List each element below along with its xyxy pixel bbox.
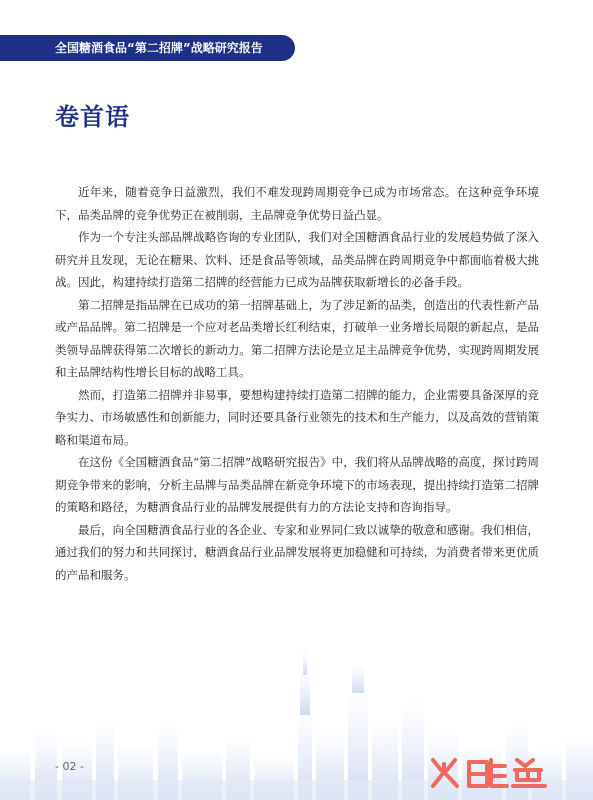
page-title: 卷首语	[55, 103, 130, 131]
report-header-bar	[0, 35, 295, 61]
paragraph: 最后，向全国糖酒食品行业的各企业、专家和业界同仁致以诚挚的敬意和感谢。我们相信，通过我们的努力和共同探讨，糖酒食品行业品牌发展将更加稳健和可持续，为消费者带来更优质的产品和服务。	[55, 522, 539, 582]
paragraph: 第二招牌是指品牌在已成功的第一招牌基础上，为了涉足新的品类，创造出的代表性新产品或产品品牌。第二招牌是一个应对老品类增长红利结束，打破单一业务增长局限的新起点，是品类领导品牌获得第二次增长的新动力。第二招牌方法论是立足主品牌竞争优势，实现跨周期发展和主品牌结构性增长目标的战略工具。	[55, 297, 539, 379]
logo	[425, 752, 575, 799]
paragraph: 在这份《全国糖酒食品“第二招牌”战略研究报告》中，我们将从品牌战略的高度，探讨跨周期竞争带来的影响，分析主品牌与品类品牌在新竞争环境下的市场表现，提出持续打造第二招牌的策略和路径，为糖酒食品行业的品牌发展提供有力的方法论支持和咨询指导。	[55, 455, 539, 514]
paragraph: 然而，打造第二招牌并非易事，要想构建持续打造第二招牌的能力，企业需要具备深厚的竞争实力、市场敏感性和创新能力，同时还要具备行业领先的技术和生产能力，以及高效的营销策略和渠道布局。	[55, 387, 539, 447]
page-number: - 02 -	[55, 760, 84, 773]
preface-body	[55, 181, 539, 586]
paragraph: 近年来，随着竞争日益激烈，我们不难发现跨周期竞争已成为市场常态。在这种竞争环境下，品类品牌的竞争优势正在被削弱，主品牌竞争优势日益凸显。	[55, 185, 539, 222]
watermark-logo-icon	[425, 752, 575, 792]
report-title: 全国糖酒食品“第二招牌”战略研究报告	[55, 41, 263, 55]
paragraph: 作为一个专注头部品牌战略咨询的专业团队，我们对全国糖酒食品行业的发展趋势做了深入研究并且发现，无论在糖果、饮料、还是食品等领域，品类品牌在跨周期竞争中都面临着极大挑战。因此，构建持续打造第二招牌的经营能力已成为品牌获取新增长的必备手段。	[55, 230, 539, 289]
